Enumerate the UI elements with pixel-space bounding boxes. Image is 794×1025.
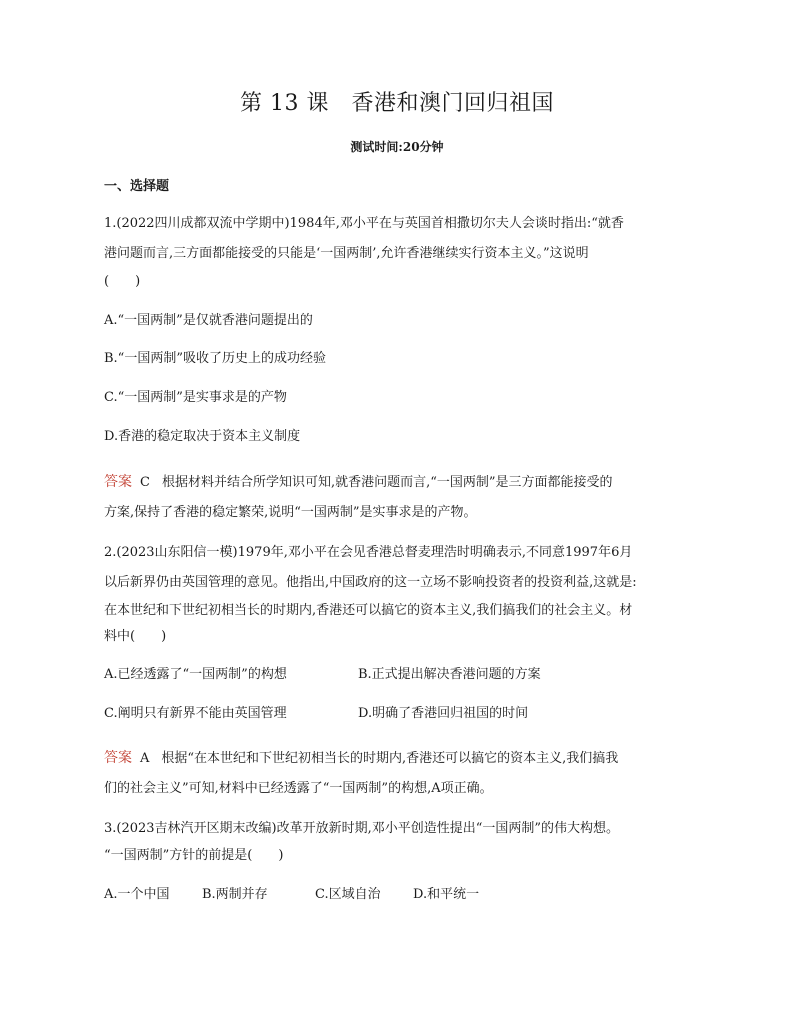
q2-stem-line-3: 在本世纪和下世纪初相当长的时期内,香港还可以搞它的资本主义,我们搞我们的社会主义。材 — [104, 603, 633, 618]
q3-stem-line-1: 3.(2023吉林汽开区期末改编)改革开放新时期,邓小平创造性提出“一国两制”的伟大构想。 — [104, 821, 620, 836]
q2-stem-line-2: 以后新界仍由英国管理的意见。他指出,中国政府的这一立场不影响投资者的投资利益,这就是: — [104, 575, 637, 590]
q1-stem-line-3: ( ) — [104, 274, 141, 289]
q2-option-c: C.阐明只有新界不能由英国管理 — [104, 706, 287, 721]
q3-options-row — [104, 885, 704, 905]
q3-option-b: B.两制并存 — [202, 887, 268, 902]
q2-option-b: B.正式提出解决香港问题的方案 — [358, 667, 541, 682]
q1-answer-line-1 — [104, 472, 704, 493]
q1-answer-key: C — [140, 475, 150, 490]
q1-stem-line-2: 港问题而言,三方面都能接受的只能是‘一国两制’,允许香港继续实行资本主义。”这说明 — [104, 246, 589, 261]
q2-answer-line-2: 们的社会主义”可知,材料中已经透露了“一国两制”的构想,A项正确。 — [104, 781, 493, 796]
q1-answer-line-2: 方案,保持了香港的稳定繁荣,说明“一国两制”是实事求是的产物。 — [104, 505, 477, 520]
q2-stem-line-1: 2.(2023山东阳信一模)1979年,邓小平在会见香港总督麦理浩时明确表示,不同意1997年6月 — [104, 545, 633, 560]
q2-option-d: D.明确了香港回归祖国的时间 — [358, 706, 529, 721]
q2-options-row-2 — [104, 704, 704, 724]
q2-answer-line-1 — [104, 748, 704, 769]
q2-answer-text: 根据“在本世纪和下世纪初相当长的时期内,香港还可以搞它的资本主义,我们搞我 — [161, 751, 619, 766]
q1-option-c: C.“一国两制”是实事求是的产物 — [104, 390, 287, 405]
q3-stem-line-2: “一国两制”方针的前提是( ) — [104, 848, 284, 863]
test-time: 测试时间:20分钟 — [350, 140, 444, 154]
q3-option-c: C.区域自治 — [315, 887, 381, 902]
q2-answer-key: A — [140, 751, 150, 766]
q2-option-a: A.已经透露了“一国两制”的构想 — [104, 667, 287, 682]
page-title: 第 13 课 香港和澳门回归祖国 — [240, 91, 554, 116]
q1-option-a: A.“一国两制”是仅就香港问题提出的 — [104, 313, 313, 328]
q2-stem-line-4: 料中( ) — [104, 629, 167, 644]
q1-option-b: B.“一国两制”吸收了历史上的成功经验 — [104, 351, 326, 366]
q1-stem-line-1: 1.(2022四川成都双流中学期中)1984年,邓小平在与英国首相撒切尔夫人会谈时指出:“就香 — [104, 216, 624, 231]
q1-answer-text: 根据材料并结合所学知识可知,就香港问题而言,“一国两制”是三方面都能接受的 — [161, 475, 613, 490]
answer-label: 答案 — [104, 750, 132, 766]
q3-option-d: D.和平统一 — [413, 887, 480, 902]
section-heading: 一、选择题 — [104, 179, 170, 194]
answer-label: 答案 — [104, 474, 132, 490]
q2-options-row-1 — [104, 665, 704, 685]
q3-option-a: A.一个中国 — [104, 887, 170, 902]
q1-option-d: D.香港的稳定取决于资本主义制度 — [104, 429, 301, 444]
